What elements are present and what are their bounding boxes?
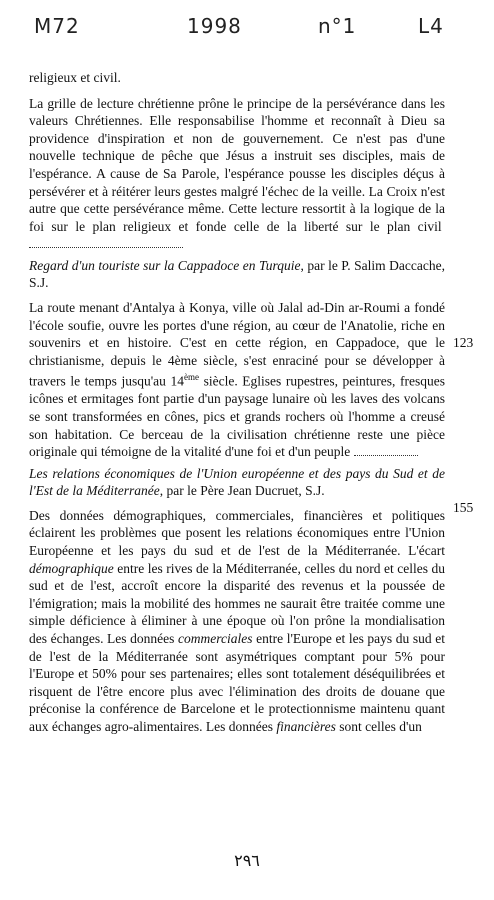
footer-page-number: ٢٩٦	[234, 851, 260, 870]
entry-2-superscript: ème	[184, 372, 199, 383]
entry-2-text-b: siècle. Eglises rupestres, peintures, fresques icônes et ermitages font partie d'un paysage lunaire où les laves des volcans se sont transformées en cônes, pics et grands rochers où l'homme a creusé son habitation. Ce berceau de la civilisation chrétienne reste une pièce originale qui témoigne de la vitalité d'une foi et d'un peuple	[29, 373, 445, 460]
handwritten-note-1: M72	[34, 14, 80, 38]
entry-3-abstract	[29, 507, 445, 736]
table-of-contents	[29, 69, 474, 736]
entry-3-text-1: Des données démographiques, commerciales, financières et politiques éclairent les problèmes que posent les relations économiques entre l'Union Européenne et les pays du sud et de l'est de la Méditerranée. L'écart	[29, 507, 445, 558]
handwritten-note-2: 1998	[187, 14, 242, 38]
entry-3-text-3: entre l'Europe et les pays du sud et de l'est de la Méditerranée sont asymétriques comptant pour 5% pour l'Europe et 50% pour ses partenaires; elles sont totalement déséquilibrées et risquent de l'être encore plus avec l'élimination des droits de douane que préconise la conférence de Barcelone et le protectionnisme maintenu quant aux échanges agro-alimentaires. Les données	[29, 630, 445, 734]
entry-3-title-italic: Les relations économiques de l'Union européenne et des pays du Sud et de l'Est de la Méditerranée	[29, 465, 445, 498]
entry-3-italic-1: démographique	[29, 560, 114, 576]
entry-2-author: , par le P. Salim Daccache, S.J.	[29, 257, 445, 290]
entry-3-title	[29, 465, 445, 499]
entry-1-page-number: 123	[453, 335, 474, 350]
handwritten-note-4: L4	[418, 14, 444, 38]
entry-2-page-number: 155	[453, 500, 474, 515]
entry-3-text-2: entre les rives de la Méditerranée, celles du nord et celles du sud et de l'est, accroît encore la disparité des revenus et la poussée de l'émigration; mais la mobilité des hommes ne saurait être traitée comme une simple déficience à éliminer à une époque où l'on prône la mondialisation des échanges. Les données	[29, 560, 445, 646]
continuation-line: religieux et civil.	[29, 70, 121, 85]
entry-2-title-italic: Regard d'un touriste sur la Cappadoce en Turquie	[29, 257, 301, 273]
entry-3-text-4: sont celles d'un	[335, 718, 422, 734]
entry-3-italic-2: commerciales	[178, 630, 253, 646]
entry-3-italic-3: financières	[276, 718, 336, 734]
entry-2-text-a: La route menant d'Antalya à Konya, ville où Jalal ad-Din ar-Roumi a fondé l'école soufie, ouvre les portes d'une région, au cœur de l'Anatolie, riche en souvenirs et en histoire. C'est en cette région, en Cappadoce, que le christianisme, depuis le 4ème siècle, s'est enraciné pour se développer à travers le temps jusqu'au 14	[29, 299, 445, 389]
entry-1-text: La grille de lecture chrétienne prône le principe de la persévérance dans les valeurs Chrétiennes. Elle responsabilise l'homme et reconnaît à Dieu sa providence d'inspiration et non de gouvernement. Ce n'est pas d'une nouvelle technique de pêche que Jésus a instruit ses disciples, mais de l'espérance. A cause de Sa Parole, l'espérance pousse les disciples déçus à persévérer et à réitérer leurs gestes malgré l'échec de la veille. La Croix n'est autre que cette persévérance même. Cette lecture ressortit à la logique de la foi sur le plan religieux et fonde celle de la liberté sur le plan civil	[29, 95, 445, 234]
handwritten-note-3: n°1	[318, 14, 357, 38]
entry-3-author: , par le Père Jean Ducruet, S.J.	[159, 482, 325, 498]
entry-2-abstract	[29, 299, 445, 461]
dot-leader	[29, 246, 183, 248]
entry-1-abstract	[29, 95, 445, 253]
entry-2-title	[29, 257, 445, 291]
dot-leader	[354, 454, 418, 456]
